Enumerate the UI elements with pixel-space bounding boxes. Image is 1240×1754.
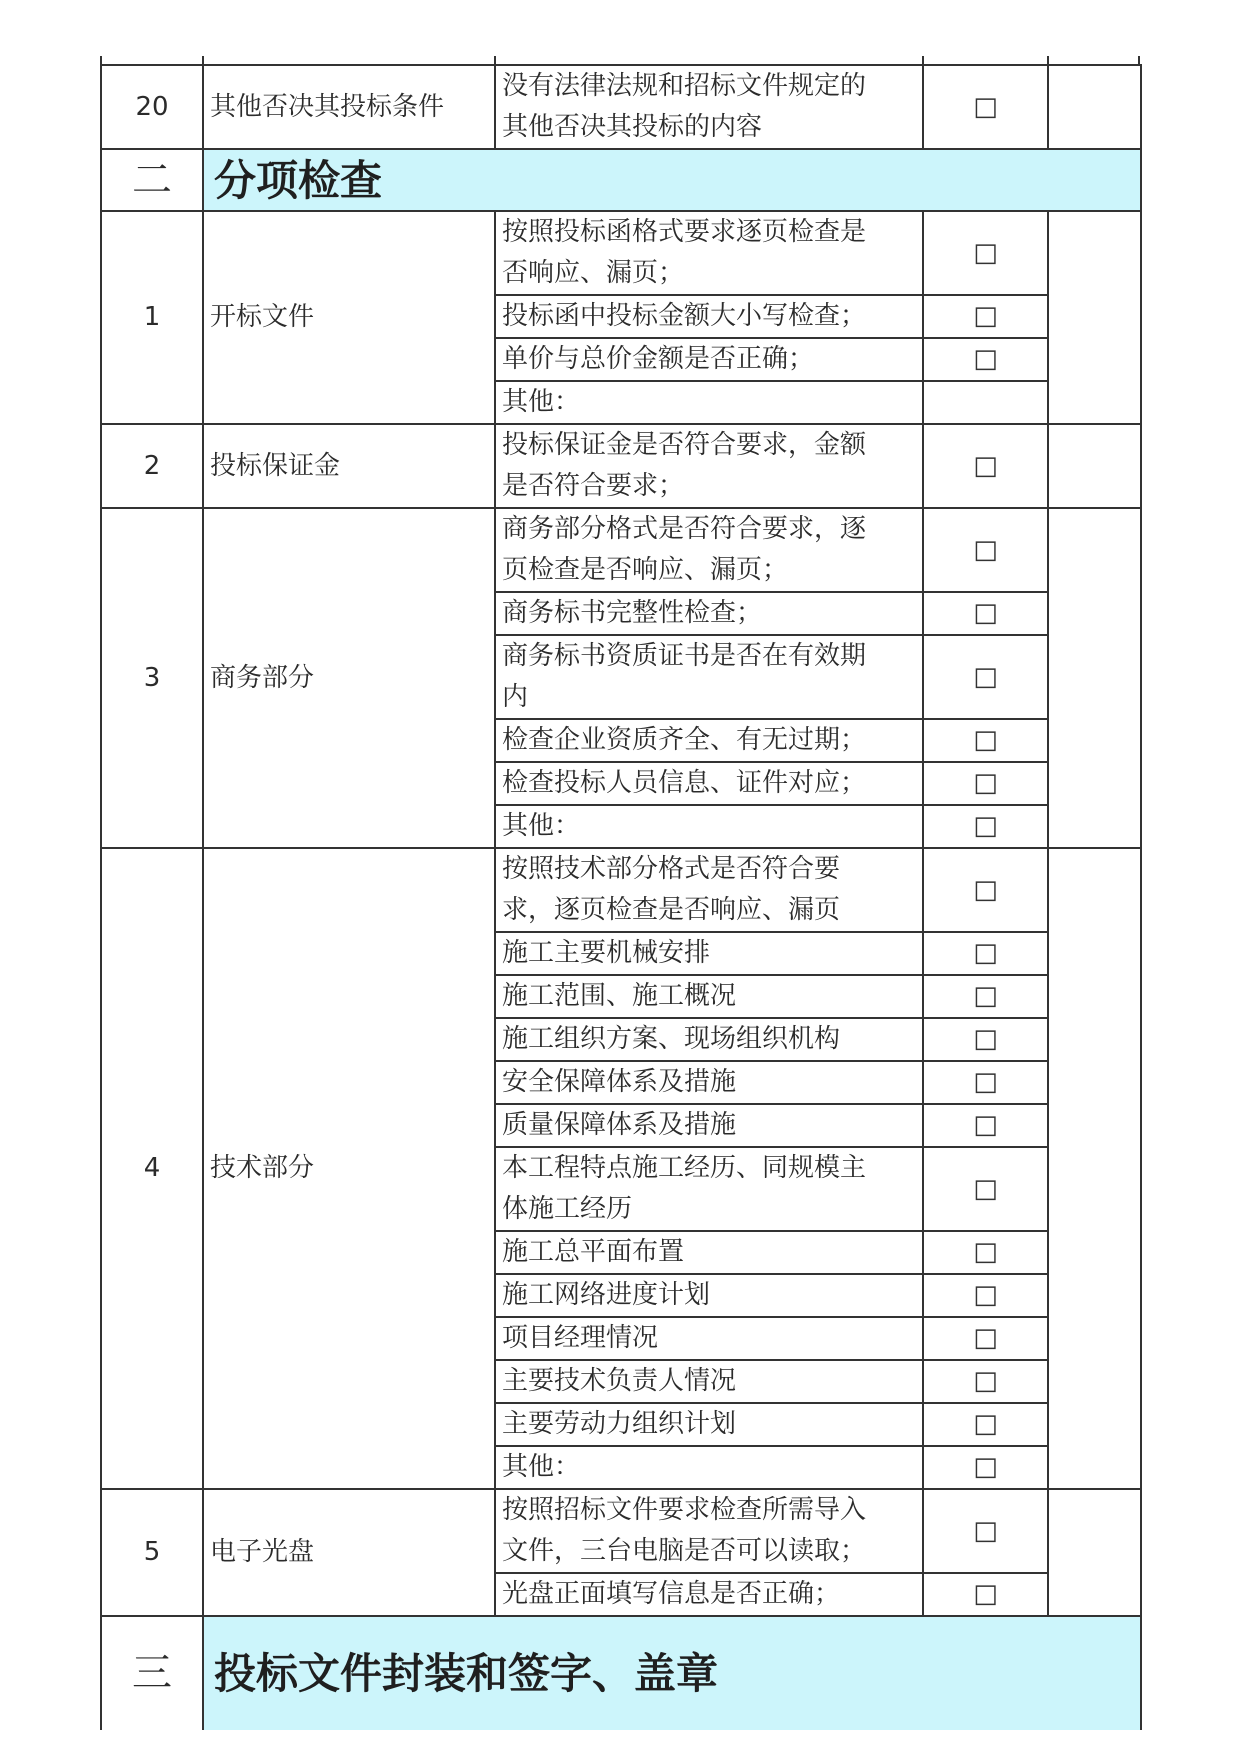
content-line: 光盘正面填写信息是否正确；: [502, 1579, 841, 1609]
content-line: 施工主要机械安排: [502, 938, 711, 968]
content-line: 项目经理情况: [502, 1323, 659, 1353]
content-line: 其他否决其投标的内容: [502, 112, 763, 142]
table-row: [101, 65, 1141, 149]
checkbox[interactable]: □: [923, 848, 1048, 932]
content-line: 其他：: [502, 1452, 581, 1482]
remark-cell: [1048, 211, 1141, 424]
checkbox[interactable]: □: [923, 508, 1048, 592]
checkbox[interactable]: □: [923, 424, 1048, 508]
content-line: 其他：: [502, 811, 581, 841]
checkbox[interactable]: □: [923, 932, 1048, 975]
content-line: 页检查是否响应、漏页；: [502, 555, 789, 585]
item-content: [495, 1018, 923, 1061]
checkbox[interactable]: □: [923, 1573, 1048, 1616]
content-line: 按照投标函格式要求逐页检查是: [502, 217, 867, 247]
section-number: 二: [101, 149, 203, 211]
item-content: [495, 932, 923, 975]
table-row: [101, 1489, 1141, 1573]
group-name: 开标文件: [203, 211, 495, 424]
item-content: [495, 762, 923, 805]
checklist-body: [101, 65, 1141, 211]
checkbox[interactable]: □: [923, 1274, 1048, 1317]
item-content: [495, 295, 923, 338]
checkbox[interactable]: □: [923, 1147, 1048, 1231]
content-line: 内: [502, 682, 529, 712]
section-header-row: [101, 149, 1141, 211]
content-line: 商务部分格式是否符合要求，逐: [502, 514, 867, 544]
checkbox[interactable]: □: [923, 1403, 1048, 1446]
section-header-row: [101, 1616, 1141, 1730]
content-line: 施工组织方案、现场组织机构: [502, 1024, 841, 1054]
content-line: 商务标书完整性检查；: [502, 598, 763, 628]
content-line: 按照招标文件要求检查所需导入: [502, 1495, 867, 1525]
group-name: 电子光盘: [203, 1489, 495, 1616]
checkbox[interactable]: □: [923, 1317, 1048, 1360]
group-name: 商务部分: [203, 508, 495, 848]
item-content: [495, 1573, 923, 1616]
item-number: 20: [101, 65, 203, 149]
section-title: 投标文件封装和签字、盖章: [203, 1616, 1141, 1730]
content-line: 单价与总价金额是否正确；: [502, 344, 815, 374]
remark-cell: [1048, 848, 1141, 1489]
item-content: [495, 211, 923, 295]
content-line: 没有法律法规和招标文件规定的: [502, 71, 867, 101]
section3-table: [100, 1615, 1142, 1730]
section-number: 三: [101, 1616, 203, 1730]
checklist-table: [100, 64, 1142, 212]
content-line: 施工总平面布置: [502, 1237, 685, 1267]
checkbox[interactable]: □: [923, 975, 1048, 1018]
content-line: 其他：: [502, 387, 581, 417]
item-content: [495, 1317, 923, 1360]
item-content: [495, 508, 923, 592]
item-content: [495, 975, 923, 1018]
checkbox[interactable]: □: [923, 1489, 1048, 1573]
checkbox[interactable]: □: [923, 635, 1048, 719]
content-line: 投标保证金是否符合要求，金额: [502, 430, 867, 460]
groups-body: [101, 211, 1141, 1616]
section-groups-table: [100, 210, 1142, 1617]
checkbox[interactable]: □: [923, 592, 1048, 635]
remark-cell: [1048, 65, 1141, 149]
item-content: [495, 1403, 923, 1446]
item-content: [495, 424, 923, 508]
table-row: [101, 848, 1141, 932]
item-content: [495, 1489, 923, 1573]
checkbox[interactable]: □: [923, 1446, 1048, 1489]
item-content: [495, 1360, 923, 1403]
content-line: 检查投标人员信息、证件对应；: [502, 768, 867, 798]
group-name: 技术部分: [203, 848, 495, 1489]
content-line: 投标函中投标金额大小写检查；: [502, 301, 867, 331]
group-number: 4: [101, 848, 203, 1489]
checkbox[interactable]: □: [923, 295, 1048, 338]
checkbox[interactable]: □: [923, 338, 1048, 381]
item-content: [495, 1061, 923, 1104]
item-content: [495, 719, 923, 762]
group-number: 1: [101, 211, 203, 424]
item-content: [495, 848, 923, 932]
section-title: 分项检查: [203, 149, 1141, 211]
content-line: 是否符合要求；: [502, 471, 685, 501]
item-content: [495, 1231, 923, 1274]
item-content: [495, 805, 923, 848]
content-line: 安全保障体系及措施: [502, 1067, 737, 1097]
content-line: 主要技术负责人情况: [502, 1366, 737, 1396]
group-number: 2: [101, 424, 203, 508]
content-line: 施工网络进度计划: [502, 1280, 711, 1310]
content-line: 按照技术部分格式是否符合要: [502, 854, 841, 884]
item-content: [495, 1446, 923, 1489]
content-line: 商务标书资质证书是否在有效期: [502, 641, 867, 671]
checkbox[interactable]: □: [923, 719, 1048, 762]
content-line: 检查企业资质齐全、有无过期；: [502, 725, 867, 755]
group-number: 5: [101, 1489, 203, 1616]
table-row: [101, 508, 1141, 592]
empty-check-cell: [923, 381, 1048, 424]
content-line: 文件，三台电脑是否可以读取；: [502, 1536, 867, 1566]
checkbox[interactable]: □: [923, 211, 1048, 295]
checkbox[interactable]: □: [923, 65, 1048, 149]
item-content: [495, 65, 923, 149]
checkbox[interactable]: □: [923, 1061, 1048, 1104]
group-name: 投标保证金: [203, 424, 495, 508]
item-content: [495, 592, 923, 635]
table-row: [101, 424, 1141, 508]
checkbox[interactable]: □: [923, 1360, 1048, 1403]
item-content: [495, 635, 923, 719]
content-line: 质量保障体系及措施: [502, 1110, 737, 1140]
item-content: [495, 338, 923, 381]
checkbox[interactable]: □: [923, 805, 1048, 848]
content-line: 求，逐页检查是否响应、漏页: [502, 895, 841, 925]
item-content: [495, 381, 923, 424]
item-name: 其他否决其投标条件: [203, 65, 495, 149]
checkbox[interactable]: □: [923, 1104, 1048, 1147]
item-content: [495, 1104, 923, 1147]
content-line: 施工范围、施工概况: [502, 981, 737, 1011]
remark-cell: [1048, 508, 1141, 848]
remark-cell: [1048, 1489, 1141, 1616]
item-content: [495, 1274, 923, 1317]
content-line: 主要劳动力组织计划: [502, 1409, 737, 1439]
checkbox[interactable]: □: [923, 762, 1048, 805]
checklist-sheet: [100, 64, 1140, 1730]
remark-cell: [1048, 424, 1141, 508]
group-number: 3: [101, 508, 203, 848]
content-line: 本工程特点施工经历、同规模主: [502, 1153, 867, 1183]
content-line: 否响应、漏页；: [502, 258, 685, 288]
checkbox[interactable]: □: [923, 1231, 1048, 1274]
checkbox[interactable]: □: [923, 1018, 1048, 1061]
table-row: [101, 211, 1141, 295]
item-content: [495, 1147, 923, 1231]
content-line: 体施工经历: [502, 1194, 633, 1224]
